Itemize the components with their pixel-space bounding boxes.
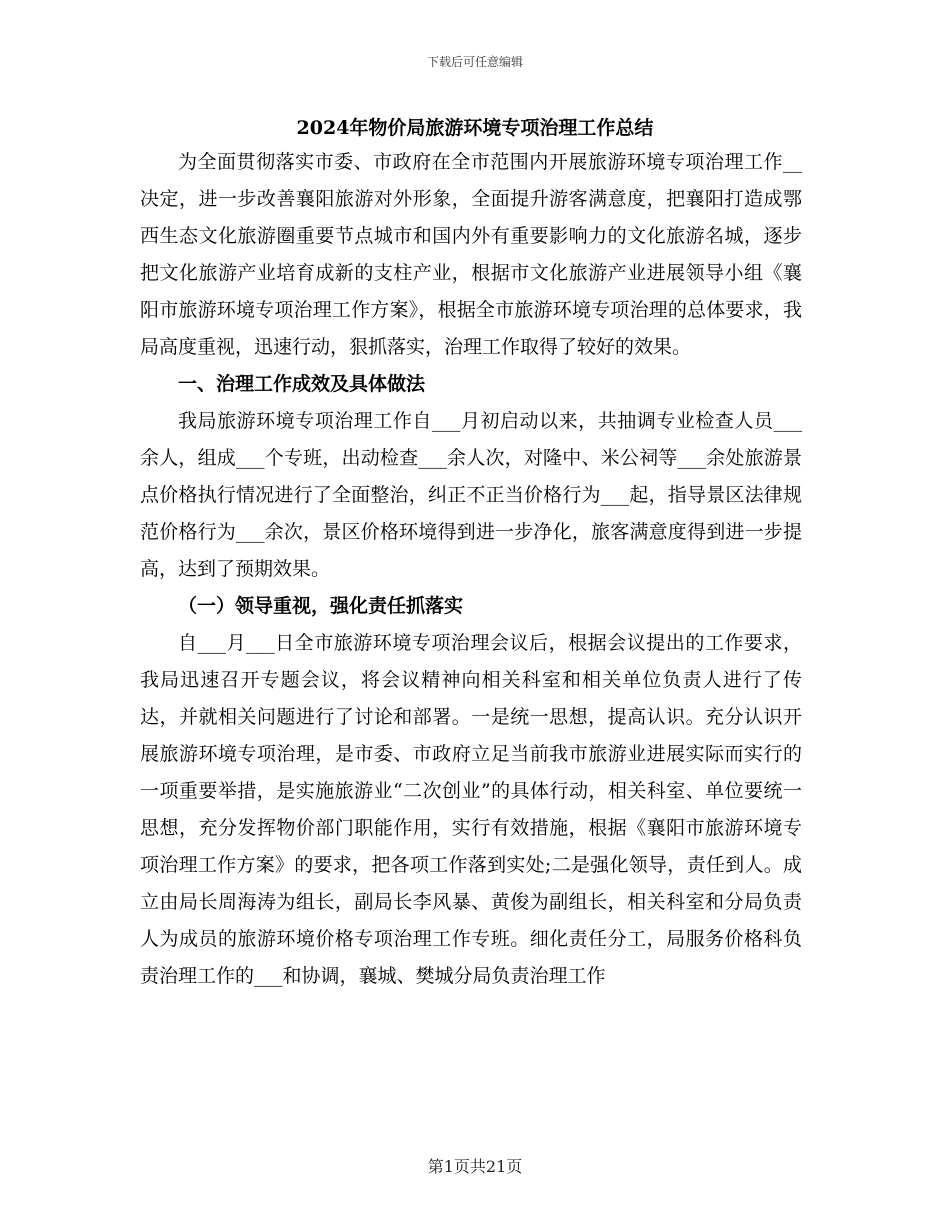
- paragraph-intro: 为全面贯彻落实市委、市政府在全市范围内开展旅游环境专项治理工作__决定，进一步改善襄阳旅游对外形象，全面提升游客满意度，把襄阳打造成鄂西生态文化旅游圈重要节点城市和国内外有重要影响力的文化旅游名城，逐步把文化旅游产业培育成新的支柱产业，根据市文化旅游产业进展领导小组《襄阳市旅游环境专项治理工作方案》，根据全市旅游环境专项治理的总体要求，我局高度重视，迅速行动，狠抓落实，治理工作取得了较好的效果。: [140, 151, 802, 358]
- paragraph-leadership: 自___月___日全市旅游环境专项治理会议后，根据会议提出的工作要求，我局迅速召开专题会议，将会议精神向相关科室和相关单位负责人进行了传达，并就相关问题进行了讨论和部署。一是统一思想，提高认识。充分认识开展旅游环境专项治理，是市委、市政府立足当前我市旅游业进展实际而实行的一项重要举措，是实施旅游业“二次创业”的具体行动，相关科室、单位要统一思想，充分发挥物价部门职能作用，实行有效措施，根据《襄阳市旅游环境专项治理工作方案》的要求，把各项工作落到实处;二是强化领导，责任到人。成立由局长周海涛为组长，副局长李风暴、黄俊为副组长，相关科室和分局负责人为成员的旅游环境价格专项治理工作专班。细化责任分工，局服务价格科负责治理工作的___和协调，襄城、樊城分局负责治理工作: [140, 632, 802, 987]
- document-title: 2024年物价局旅游环境专项治理工作总结: [296, 117, 654, 139]
- document-body: [140, 144, 802, 995]
- page-number: 第1页共21页: [427, 1157, 523, 1176]
- section-heading-1: 一、治理工作成效及具体做法: [178, 373, 426, 395]
- page-header-note: 下载后可任意编辑: [426, 55, 523, 69]
- subsection-heading-1: （一）领导重视，强化责任抓落实: [178, 595, 464, 617]
- paragraph-results: 我局旅游环境专项治理工作自___月初启动以来，共抽调专业检查人员___余人，组成___个专班，出动检查___余人次，对隆中、米公祠等___余处旅游景点价格执行情况进行了全面整治，纠正不正当价格行为___起，指导景区法律规范价格行为___余次，景区价格环境得到进一步净化，旅客满意度得到进一步提高，达到了预期效果。: [140, 410, 802, 580]
